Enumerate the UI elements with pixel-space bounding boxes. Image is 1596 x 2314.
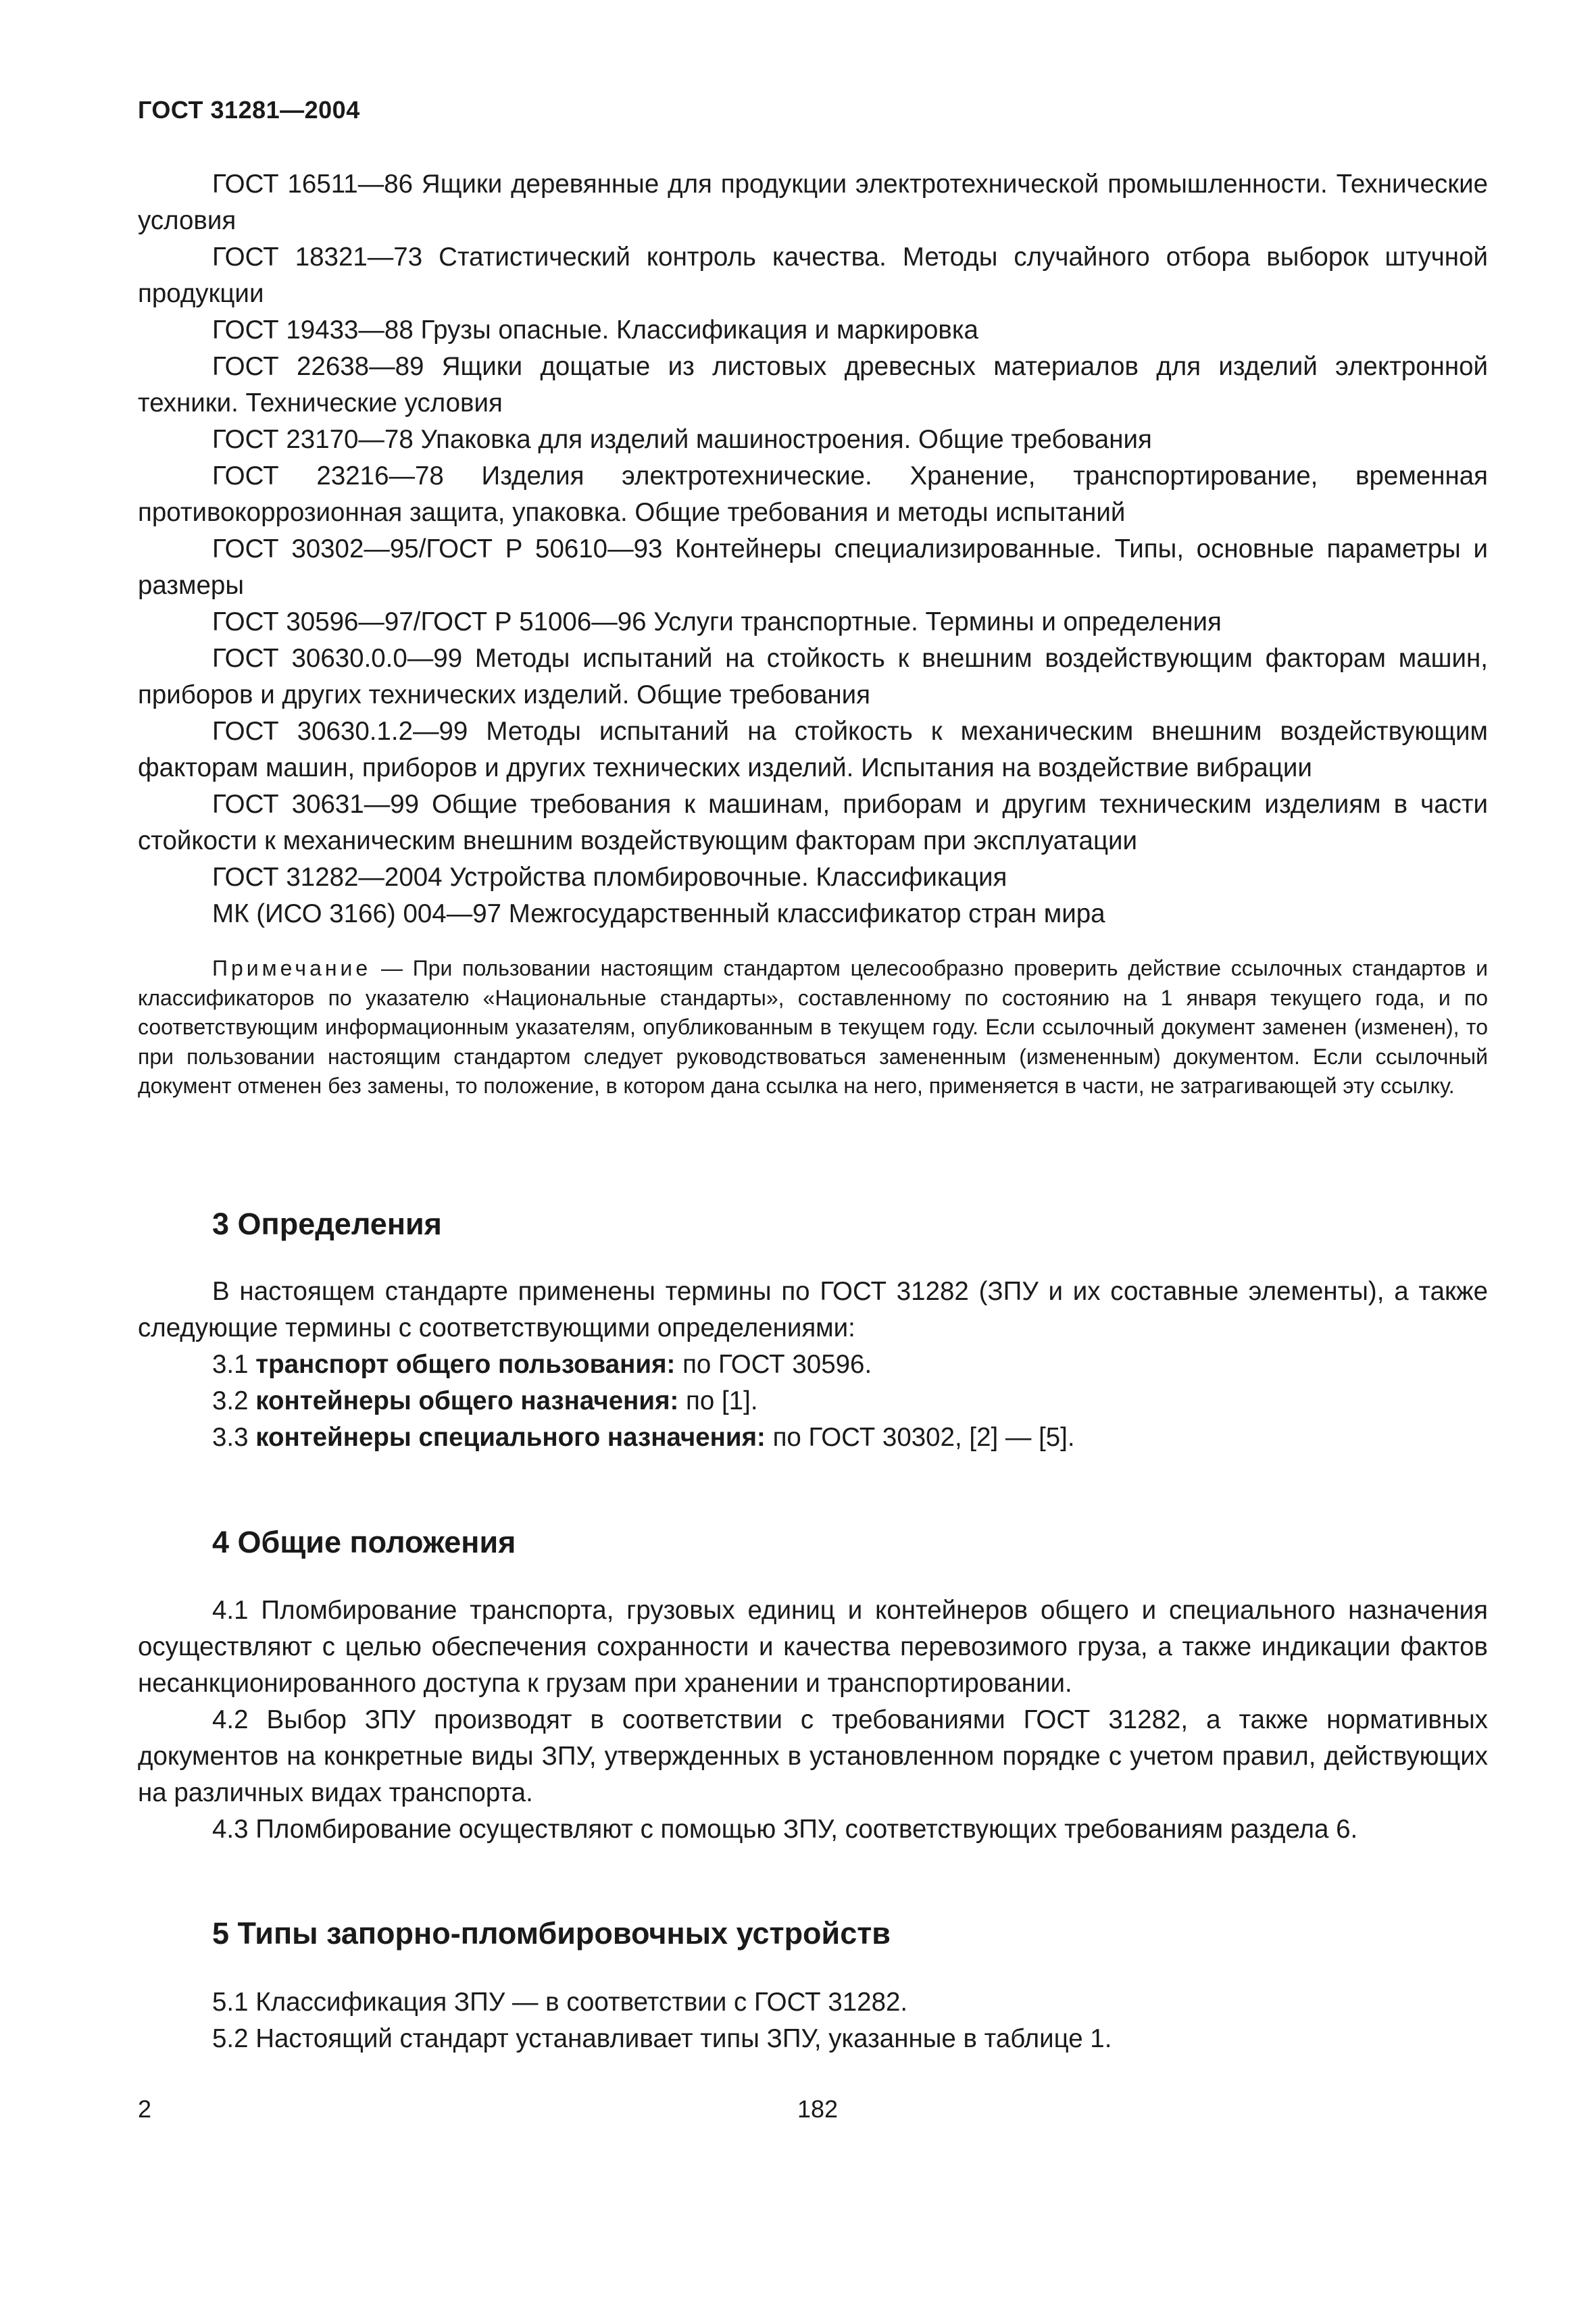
reference-item: ГОСТ 19433—88 Грузы опасные. Классификация и маркировка (212, 316, 978, 345)
clause-paragraph: 5.1 Классификация ЗПУ — в соответствии с ГОСТ 31282. (212, 1988, 908, 2017)
term-definition (138, 1347, 1488, 1383)
note-text: — При пользовании настоящим стандартом целесообразно проверить действие ссылочных стандартов и классификаторов по указателю «Национальные стандарты», составленному по состоянию на 1 января текущего года, и по соответствующим информационным указателям, опубликованным в текущем году. Если ссылочный документ заменен (изменен), то при пользовании настоящим стандартом следует руководствоваться замененным (измененным) документом. Если ссылочный документ отменен без замены, то положение, в котором дана ссылка на него, применяется в части, не затрагивающей эту ссылку. (138, 956, 1488, 1098)
reference-item: ГОСТ 23170—78 Упаковка для изделий машиностроения. Общие требования (212, 425, 1152, 454)
document-code-header: ГОСТ 31281—2004 (138, 96, 360, 124)
section-3-title: 3 Определения (212, 1207, 442, 1241)
section-4-title: 4 Общие положения (212, 1525, 516, 1559)
reference-item: ГОСТ 30630.0.0—99 Методы испытаний на стойкость к внешним воздействующим факторам машин, приборов и других технических изделий. Общие требования (138, 644, 1488, 709)
reference-item: ГОСТ 30596—97/ГОСТ Р 51006—96 Услуги транспортные. Термины и определения (212, 607, 1222, 636)
clause-paragraph: 4.3 Пломбирование осуществляют с помощью ЗПУ, соответствующих требованиям раздела 6. (212, 1815, 1358, 1844)
section-5-title: 5 Типы запорно-пломбировочных устройств (212, 1916, 891, 1951)
term-definition-text: по [1]. (678, 1386, 758, 1415)
sheet-number: 182 (797, 2095, 839, 2123)
term-name: контейнеры общего назначения: (255, 1386, 679, 1415)
section-4-body (138, 1592, 1488, 1848)
term-name: контейнеры специального назначения: (255, 1423, 766, 1452)
term-definition (138, 1383, 1488, 1419)
reference-item: ГОСТ 30630.1.2—99 Методы испытаний на стойкость к механическим внешним воздействующим факторам машин, приборов и других технических изделий. Испытания на воздействие вибрации (138, 717, 1488, 782)
reference-item: ГОСТ 18321—73 Статистический контроль качества. Методы случайного отбора выборок штучной продукции (138, 243, 1488, 308)
clause-paragraph: 5.2 Настоящий стандарт устанавливает типы ЗПУ, указанные в таблице 1. (212, 2024, 1112, 2053)
term-definition (138, 1419, 1488, 1456)
section-3-body (138, 1274, 1488, 1456)
section-5-body (138, 1984, 1488, 2057)
term-definition-text: по ГОСТ 30302, [2] — [5]. (765, 1423, 1075, 1452)
reference-item: ГОСТ 23216—78 Изделия электротехнические. Хранение, транспортирование, временная противокоррозионная защита, упаковка. Общие требования и методы испытаний (138, 461, 1488, 527)
reference-item: ГОСТ 30302—95/ГОСТ Р 50610—93 Контейнеры специализированные. Типы, основные параметры и размеры (138, 534, 1488, 600)
section-3-intro: В настоящем стандарте применены термины по ГОСТ 31282 (ЗПУ и их составные элементы), а также следующие термины с соответствующими определениями: (138, 1277, 1488, 1342)
term-definition-text: по ГОСТ 30596. (675, 1350, 872, 1379)
reference-item: ГОСТ 30631—99 Общие требования к машинам, приборам и другим техническим изделиям в части стойкости к механическим внешним воздействующим факторам при эксплуатации (138, 790, 1488, 855)
reference-item: МК (ИСО 3166) 004—97 Межгосударственный классификатор стран мира (212, 899, 1105, 928)
reference-item: ГОСТ 16511—86 Ящики деревянные для продукции электротехнической промышленности. Технические условия (138, 170, 1488, 235)
note-paragraph (138, 954, 1488, 1101)
page-number: 2 (138, 2095, 152, 2123)
clause-paragraph: 4.2 Выбор ЗПУ производят в соответствии с требованиями ГОСТ 31282, а также нормативных документов на конкретные виды ЗПУ, утвержденных в установленном порядке с учетом правил, действующих на различных видах транспорта. (138, 1705, 1488, 1807)
reference-item: ГОСТ 31282—2004 Устройства пломбировочные. Классификация (212, 863, 1007, 892)
reference-item: ГОСТ 22638—89 Ящики дощатые из листовых древесных материалов для изделий электронной техники. Технические условия (138, 352, 1488, 418)
term-number: 3.2 (212, 1386, 249, 1415)
normative-references-list (138, 166, 1488, 932)
term-number: 3.1 (212, 1350, 249, 1379)
term-name: транспорт общего пользования: (255, 1350, 676, 1379)
note-label: Примечание (212, 956, 372, 980)
clause-paragraph: 4.1 Пломбирование транспорта, грузовых единиц и контейнеров общего и специального назначения осуществляют с целью обеспечения сохранности и качества перевозимого груза, а также индикации фактов несанкционированного доступа к грузам при хранении и транспортировании. (138, 1596, 1488, 1698)
term-number: 3.3 (212, 1423, 249, 1452)
